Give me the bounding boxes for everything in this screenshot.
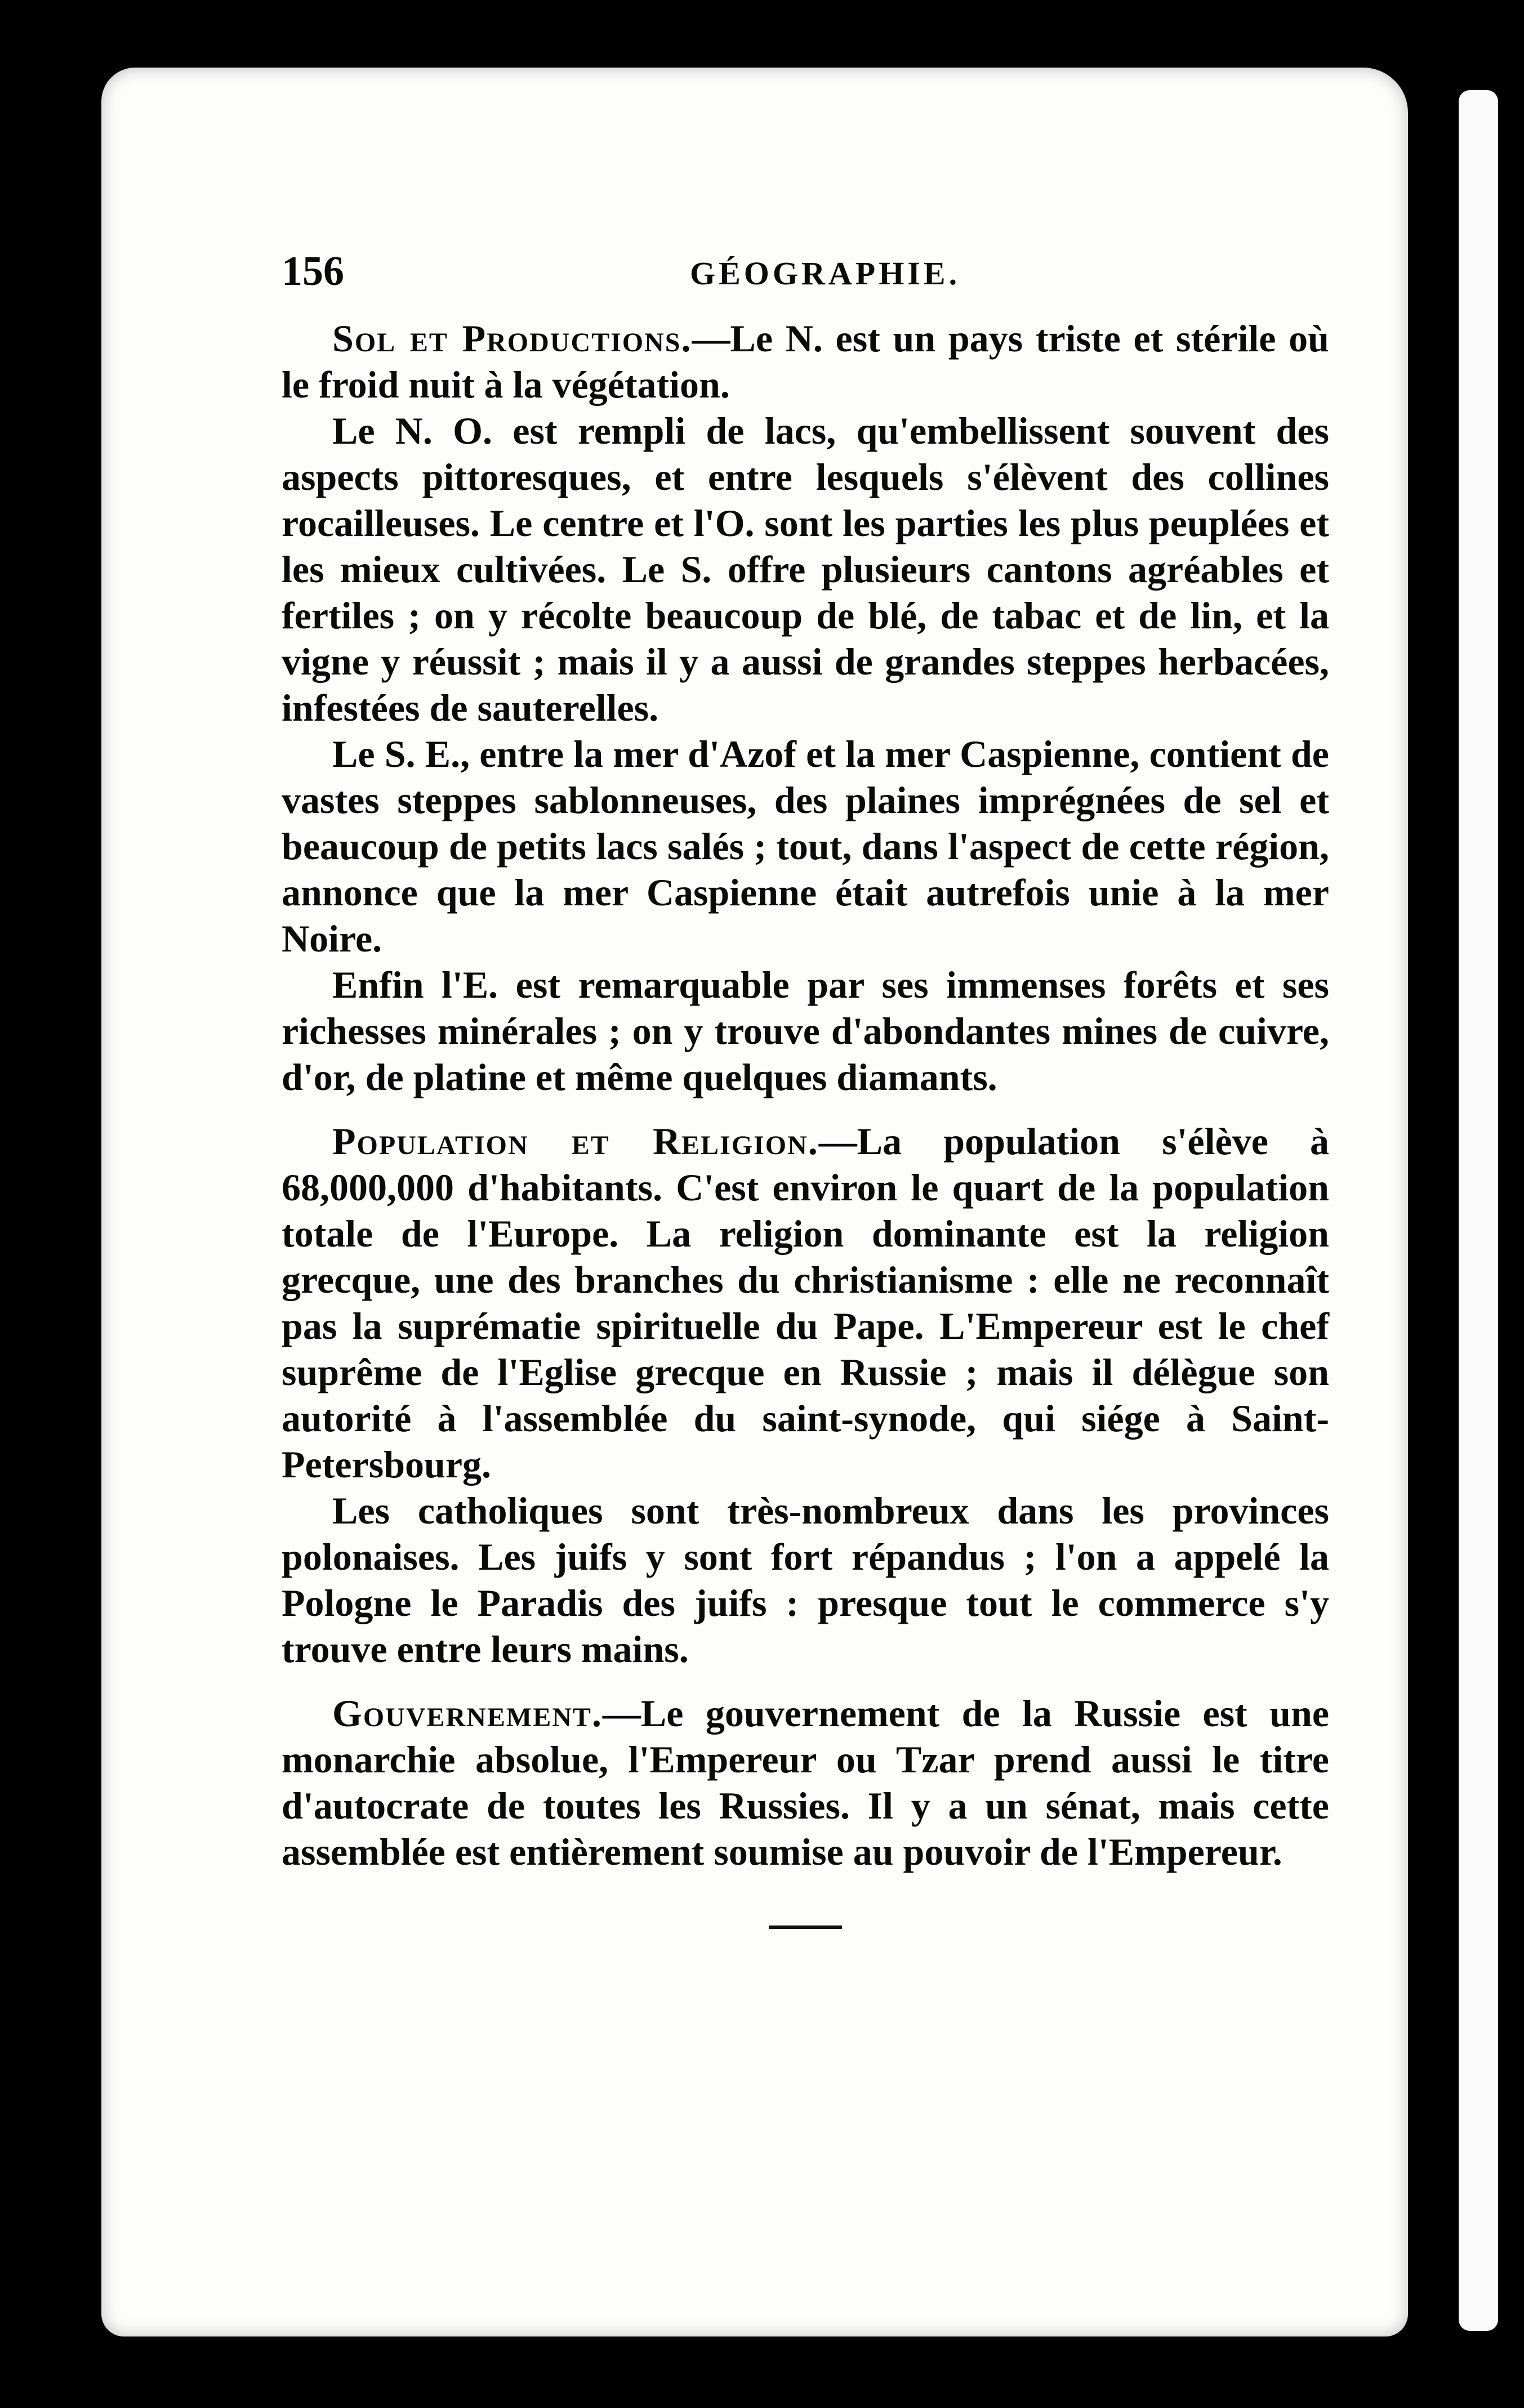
paragraph [282,1690,1329,1875]
end-rule [769,1925,842,1929]
section-gouvernement [282,1690,1329,1875]
paragraph [282,315,1329,408]
paragraph-text: —Le gouvernement de la Russie est une monarchie absolue, l'Empereur ou Tzar prend aussi le titre d'autocrate de toutes les Russies. Il y a un sénat, mais cette assemblée est entièrement soumise au pouvoir de l'Empereur. [282,1692,1329,1873]
section-heading: Sol et Productions. [332,317,692,360]
section-heading: Gouvernement. [332,1692,603,1735]
paragraph-text: —Le N. est un pays triste et stérile où le froid nuit à la végétation. [282,317,1329,406]
section-heading: Population et Religion. [332,1120,819,1163]
paragraph: Les catholiques sont très-nombreux dans les provinces polonaises. Les juifs y sont fort répandus ; l'on a appelé la Pologne le Paradis des juifs : presque tout le commerce s'y trouve entre leurs mains. [282,1489,1329,1670]
running-head [282,248,1329,315]
page-title: GÉOGRAPHIE. [690,255,961,292]
page-text-block [282,248,1329,1929]
page-number: 156 [282,248,344,294]
paragraph-text: —La population s'élève à 68,000,000 d'habitants. C'est environ le quart de la population totale de l'Europe. La religion dominante est la religion grecque, une des branches du christianisme : elle ne reconnaît pas la suprématie spirituelle du Pape. L'Empereur est le chef suprême de l'Eglise grecque en Russie ; mais il délègue son autorité à l'assemblée du saint-synode, qui siége à Saint-Petersbourg. [282,1120,1329,1486]
paragraph: Enfin l'E. est remarquable par ses immenses forêts et ses richesses minérales ; on y trouve d'abondantes mines de cuivre, d'or, de platine et même quelques diamants. [282,963,1329,1098]
paragraph: Le N. O. est rempli de lacs, qu'embellissent souvent des aspects pittoresques, et entre lesquels s'élèvent des collines rocailleuses. Le centre et l'O. sont les parties les plus peuplées et les mieux cultivées. Le S. offre plusieurs cantons agréables et fertiles ; on y récolte beaucoup de blé, de tabac et de lin, et la vigne y réussit ; mais il y a aussi de grandes steppes herbacées, infestées de sauterelles. [282,409,1329,729]
paragraph: Le S. E., entre la mer d'Azof et la mer Caspienne, contient de vastes steppes sablonneuses, des plaines imprégnées de sel et beaucoup de petits lacs salés ; tout, dans l'aspect de cette région, annonce que la mer Caspienne était autrefois unie à la mer Noire. [282,732,1329,960]
section-sol-et-productions [282,315,1329,1100]
paragraph [282,1118,1329,1487]
section-population-et-religion [282,1118,1329,1672]
next-page-edge [1459,90,1498,2331]
